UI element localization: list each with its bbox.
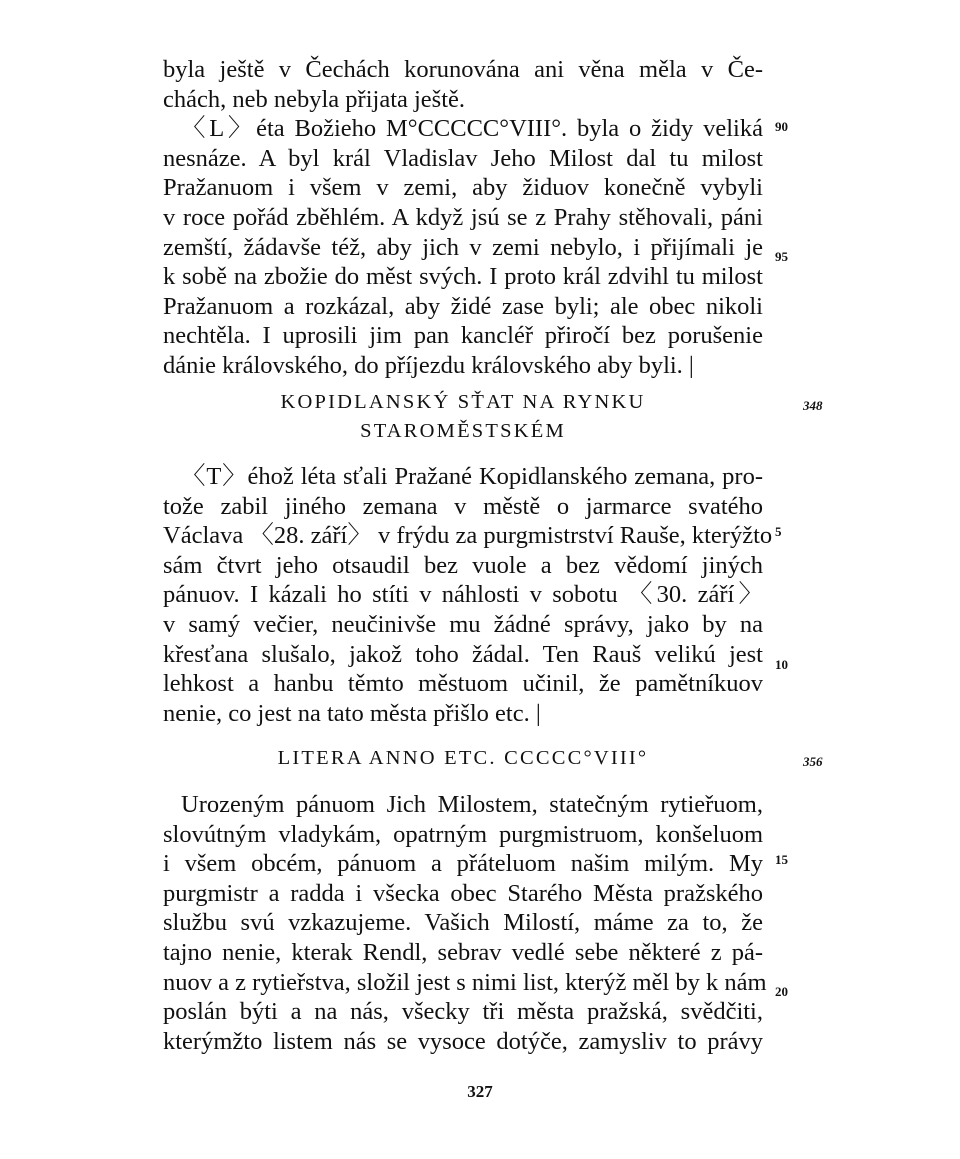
text-line: i všem obcém, pánuom a přáteluom našim milým. My [163,850,763,878]
text-line: pánuov. I kázali ho stíti v náhlosti v sobotu 〈30. září〉 [163,581,763,609]
text-line: Urozeným pánuom Jich Milostem, statečným rytieřuom, [181,791,763,818]
text-line: tože zabil jiného zemana v městě o jarmarce svatého [163,492,763,520]
paragraph-section-3 [163,790,767,1056]
text-line: sám čtvrt jeho otsaudil bez vuole a bez vědomí jiných [163,551,763,579]
paragraph-section-2 [163,462,773,728]
text-line: purgmistr a radda i všecka obec Starého Města pražského [163,879,763,907]
margin-reference-number: 348 [803,398,823,413]
text-line: nenie, co jest na tato města přišlo etc. | [163,699,541,727]
margin-line-number: 20 [775,984,788,999]
text-line: lehkost a hanbu těmto městuom učinil, že pamětníkuov [163,670,763,698]
margin-line-number: 95 [775,249,788,264]
text-line: v samý večier, neučinivše mu žádné správy, jako by na [163,610,763,638]
text-line: Pražanuom i všem v zemi, aby židuov konečně vybyli [163,174,763,202]
text-line: byla ještě v Čechách korunována ani věna měla v Če- [163,56,763,83]
text-line: 〈T〉éhož léta sťali Pražané Kopidlanského zemana, pro- [181,463,763,490]
text-line: kterýmžto listem nás se vysoce dotýče, zamysliv to právy [163,1027,763,1055]
text-line: dánie královského, do příjezdu královského aby byli. | [163,351,694,379]
text-line: nechtěla. I uprosili jim pan kancléř přiročí bez porušenie [163,322,763,350]
text-line: chách, neb nebyla přijata ještě. [163,85,466,113]
margin-line-number: 90 [775,119,788,134]
text-line: nuov a z rytieřstva, složil jest s nimi list, kterýž měl by k nám [163,968,767,996]
page-number: 327 [467,1082,493,1101]
text-line: službu svú vzkazujeme. Vašich Milostí, máme za to, že [163,909,763,937]
text-line: zemští, žádavše též, aby jich v zemi nebylo, i přijímali je [163,233,763,261]
text-line: k sobě na zbožie do měst svých. I proto král zdvihl tu milost [163,263,763,291]
heading-line: LITERA ANNO ETC. CCCCC°VIII° [277,747,649,769]
text-line: nesnáze. A byl král Vladislav Jeho Milost dal tu milost [163,144,763,172]
text-line: tajno nenie, kterak Rendl, sebrav vedlé sebe některé z pá- [163,938,763,966]
margin-line-number: 5 [775,524,782,539]
text-line: 〈L〉éta Božieho M°CCCCC°VIII°. byla o židy veliká [181,115,763,143]
text-line: křesťana slušalo, jakož toho žádal. Ten Rauš velikú jest [163,640,763,668]
margin-line-number: 15 [775,852,788,867]
text-line: poslán býti a na nás, všecky tři města pražská, svědčiti, [163,998,763,1026]
heading-line: KOPIDLANSKÝ SŤAT NA RYNKU [280,391,646,413]
text-line: slovútným vladykám, opatrným purgmistruom, konšeluom [163,820,763,848]
text-line: Václava 〈28. září〉 v frýdu za purgmistrství Rauše, kterýžto [163,522,773,550]
section-heading [163,744,763,773]
margin-line-number: 10 [775,657,788,672]
text-line: Pražanuom a rozkázal, aby židé zase byli; ale obec nikoli [163,292,763,320]
paragraph-section-1 [163,55,763,381]
margin-reference-number: 356 [803,754,823,769]
section-heading [163,388,763,446]
heading-line: STAROMĚSTSKÉM [360,420,566,442]
text-line: v roce pořád zběhlém. A když jsú se z Prahy stěhovali, páni [163,203,763,231]
